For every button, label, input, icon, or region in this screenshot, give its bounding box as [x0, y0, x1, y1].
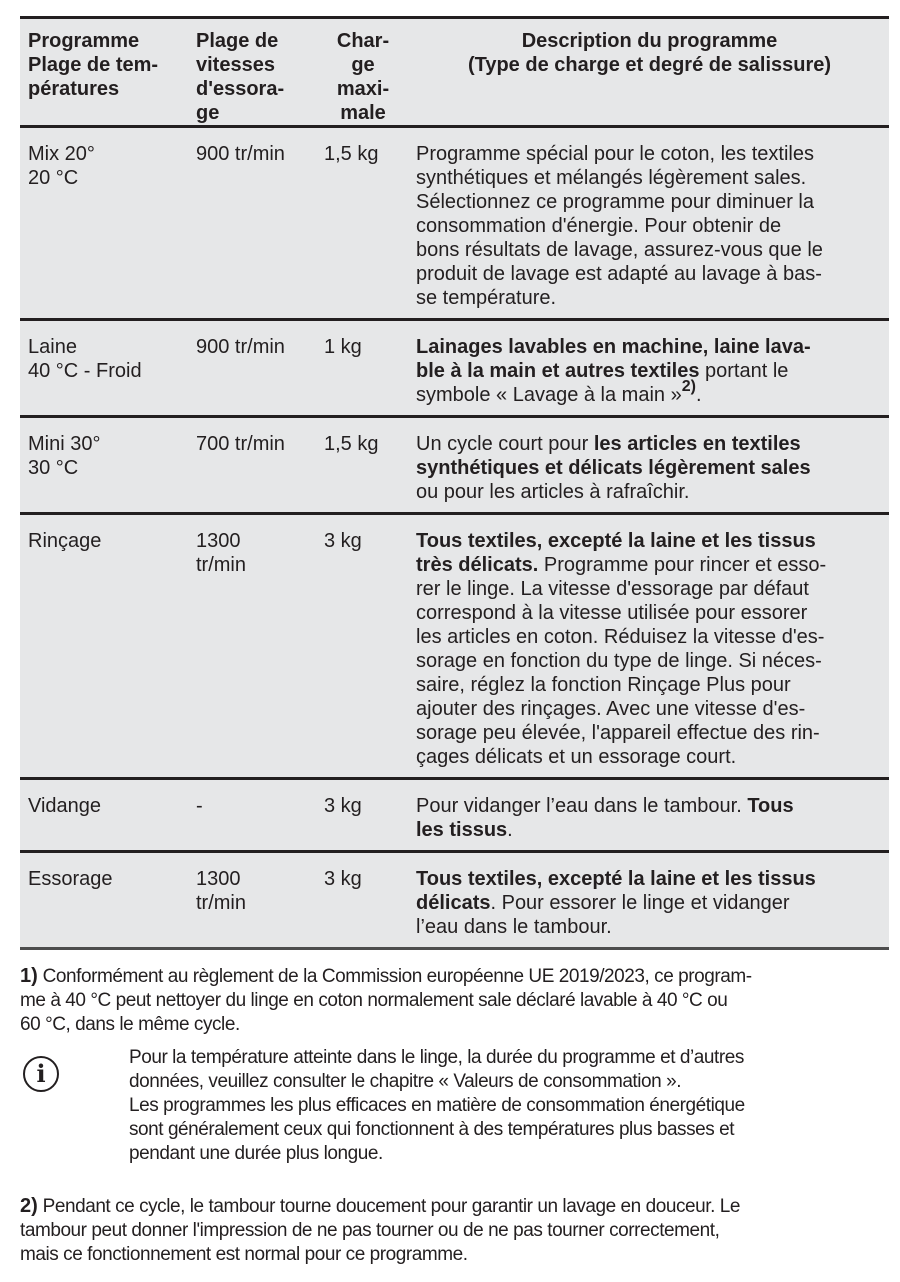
- table-row: [20, 779, 889, 852]
- max-load-cell: 1 kg: [316, 320, 408, 417]
- description-cell: [408, 320, 889, 417]
- max-load-cell: 1,5 kg: [316, 417, 408, 514]
- footnote-1-line: 1) Conformément au règlement de la Commission européenne UE 2019/2023, ce program-: [20, 965, 752, 987]
- table-header-row: [20, 18, 889, 127]
- footnote-2: [20, 1194, 882, 1267]
- description-line: Tous textiles, excepté la laine et les tissus: [416, 868, 816, 890]
- table-row: [20, 852, 889, 949]
- description-line: synthétiques et mélangés légèrement sales.: [416, 167, 807, 189]
- description-cell: [408, 779, 889, 852]
- footnote-2-line: mais ce fonctionnement est normal pour ce programme.: [20, 1244, 468, 1265]
- table-row: [20, 320, 889, 417]
- description-line: Un cycle court pour les articles en textiles: [416, 433, 801, 455]
- header-programme: Programme Plage de tem- pératures: [20, 18, 188, 127]
- max-load-cell: 1,5 kg: [316, 127, 408, 320]
- description-cell: [408, 417, 889, 514]
- spin-speed-cell: 1300 tr/min: [188, 514, 316, 779]
- description-line: symbole « Lavage à la main »$^{2)}$.: [416, 378, 702, 406]
- table-row: [20, 514, 889, 779]
- max-load-cell: 3 kg: [316, 852, 408, 949]
- max-load-cell: 3 kg: [316, 514, 408, 779]
- description-line: l’eau dans le tambour.: [416, 916, 612, 938]
- info-line: Pour la température atteinte dans le linge, la durée du programme et d’autres: [129, 1047, 744, 1068]
- info-line: pendant une durée plus longue.: [129, 1143, 383, 1164]
- description-line: Programme spécial pour le coton, les textiles: [416, 143, 814, 165]
- description-cell: [408, 852, 889, 949]
- programme-cell: Laine 40 °C - Froid: [20, 320, 188, 417]
- table-row: [20, 417, 889, 514]
- table-body: [20, 127, 889, 949]
- spin-speed-cell: 900 tr/min: [188, 320, 316, 417]
- description-line: Tous textiles, excepté la laine et les tissus: [416, 530, 816, 552]
- footnote-2-line: 2) Pendant ce cycle, le tambour tourne doucement pour garantir un lavage en douceur. Le: [20, 1195, 740, 1217]
- description-line: ble à la main et autres textiles portant le: [416, 360, 789, 382]
- description-line: produit de lavage est adapté au lavage à bas-: [416, 263, 822, 285]
- programme-cell: Vidange: [20, 779, 188, 852]
- description-line: ajouter des rinçages. Avec une vitesse d'es-: [416, 698, 806, 720]
- footnote-2-line: tambour peut donner l'impression de ne pas tourner ou de ne pas tourner correctement,: [20, 1220, 720, 1241]
- description-line: les tissus.: [416, 819, 513, 841]
- max-load-cell: 3 kg: [316, 779, 408, 852]
- description-line: Pour vidanger l’eau dans le tambour. Tous: [416, 795, 794, 817]
- header-spin-speed: Plage de vitesses d'essora- ge: [188, 18, 316, 127]
- description-line: sorage en fonction du type de linge. Si néces-: [416, 650, 822, 672]
- footnote-2-mark: 2): [20, 1195, 38, 1217]
- spin-speed-cell: -: [188, 779, 316, 852]
- description-line: sorage peu élevée, l'appareil effectue des rin-: [416, 722, 820, 744]
- description-line: se température.: [416, 287, 557, 309]
- footnote-reference: 2): [681, 378, 696, 396]
- footnote-1-mark: 1): [20, 965, 38, 987]
- info-icon: i: [23, 1056, 59, 1092]
- info-line: Les programmes les plus efficaces en matière de consommation énergétique: [129, 1095, 745, 1116]
- spin-speed-cell: 900 tr/min: [188, 127, 316, 320]
- info-line: sont généralement ceux qui fonctionnent à des températures plus basses et: [129, 1119, 735, 1140]
- description-line: consommation d'énergie. Pour obtenir de: [416, 215, 782, 237]
- table-row: [20, 127, 889, 320]
- description-line: délicats. Pour essorer le linge et vidanger: [416, 892, 790, 914]
- description-line: çages délicats et un essorage court.: [416, 746, 737, 768]
- header-description: Description du programme (Type de charge et degré de salissure): [408, 18, 889, 127]
- description-line: saire, réglez la fonction Rinçage Plus pour: [416, 674, 791, 696]
- description-line: rer le linge. La vitesse d'essorage par défaut: [416, 578, 809, 600]
- footnote-1-line: me à 40 °C peut nettoyer du linge en coton normalement sale déclaré lavable à 40 °C ou: [20, 990, 728, 1011]
- programme-cell: Rinçage: [20, 514, 188, 779]
- programme-cell: Mix 20° 20 °C: [20, 127, 188, 320]
- programme-table: [20, 16, 889, 950]
- description-line: très délicats. Programme pour rincer et esso-: [416, 554, 827, 576]
- description-line: bons résultats de lavage, assurez-vous que le: [416, 239, 823, 261]
- footnote-1-line: 60 °C, dans le même cycle.: [20, 1014, 240, 1035]
- footnote-1: [20, 964, 882, 1037]
- spin-speed-cell: 700 tr/min: [188, 417, 316, 514]
- info-line: données, veuillez consulter le chapitre « Valeurs de consommation ».: [129, 1071, 682, 1092]
- info-text: [129, 1046, 745, 1166]
- description-line: Lainages lavables en machine, laine lava-: [416, 336, 811, 358]
- description-line: synthétiques et délicats légèrement sales: [416, 457, 811, 479]
- header-max-load: Char- ge maxi- male: [316, 18, 408, 127]
- description-line: Sélectionnez ce programme pour diminuer la: [416, 191, 814, 213]
- description-cell: [408, 127, 889, 320]
- description-cell: [408, 514, 889, 779]
- spin-speed-cell: 1300 tr/min: [188, 852, 316, 949]
- programme-cell: Essorage: [20, 852, 188, 949]
- description-line: ou pour les articles à rafraîchir.: [416, 481, 690, 503]
- programme-cell: Mini 30° 30 °C: [20, 417, 188, 514]
- description-line: correspond à la vitesse utilisée pour essorer: [416, 602, 808, 624]
- description-line: les articles en coton. Réduisez la vitesse d'es-: [416, 626, 825, 648]
